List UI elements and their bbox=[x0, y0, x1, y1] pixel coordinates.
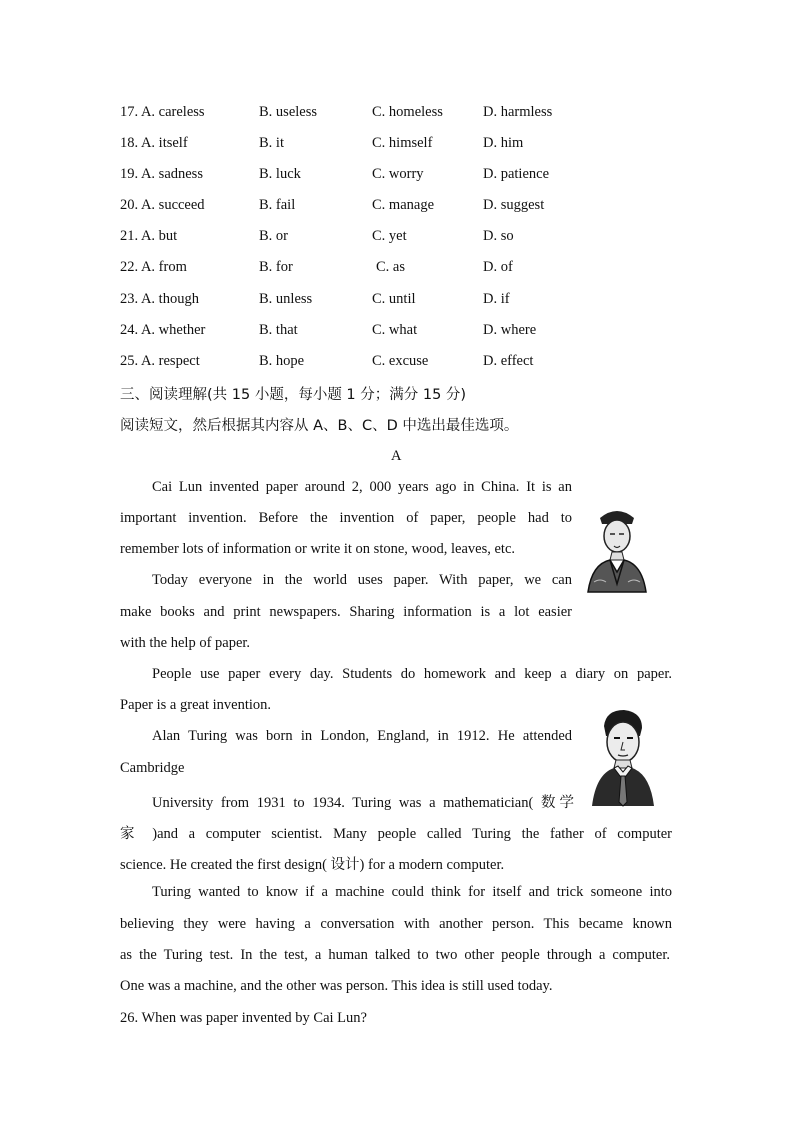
option-a: 21. A. but bbox=[120, 228, 178, 244]
passage-line: make books and print newspapers. Sharing information is a lot easier bbox=[120, 604, 572, 620]
passage-line: as the Turing test. In the test, a human talked to two other people through a computer. bbox=[120, 947, 670, 963]
option-c: C. homeless bbox=[372, 104, 443, 120]
cai-lun-portrait bbox=[584, 502, 650, 594]
option-b: B. or bbox=[259, 228, 288, 244]
option-a: 17. A. careless bbox=[120, 104, 205, 120]
passage-line: Cai Lun invented paper around 2, 000 years ago in China. It is an bbox=[152, 479, 572, 495]
option-c: C. as bbox=[376, 259, 405, 275]
option-a: 22. A. from bbox=[120, 259, 187, 275]
passage-line: believing they were having a conversation with another person. This became known bbox=[120, 916, 672, 932]
option-a: 20. A. succeed bbox=[120, 197, 205, 213]
option-d: D. suggest bbox=[483, 197, 545, 213]
option-d: D. him bbox=[483, 135, 524, 151]
option-b: B. luck bbox=[259, 166, 301, 182]
passage-line: science. He created the first design( 设计) for a modern computer. bbox=[120, 857, 505, 873]
passage-line: important invention. Before the invention of paper, people had to bbox=[120, 510, 572, 526]
option-d: D. so bbox=[483, 228, 514, 244]
option-d: D. effect bbox=[483, 353, 534, 369]
option-b: B. for bbox=[259, 259, 293, 275]
option-a: 24. A. whether bbox=[120, 322, 206, 338]
passage-line: Cambridge bbox=[120, 760, 185, 776]
option-a: 19. A. sadness bbox=[120, 166, 203, 182]
option-a: 25. A. respect bbox=[120, 353, 200, 369]
passage-line: Today everyone in the world uses paper. With paper, we can bbox=[152, 572, 572, 588]
option-c: C. excuse bbox=[372, 353, 429, 369]
passage-line: People use paper every day. Students do homework and keep a diary on paper. bbox=[152, 666, 672, 682]
section-title: 三、阅读理解(共 15 小题，每小题 1 分；满分 15 分) bbox=[120, 387, 467, 403]
option-d: D. if bbox=[483, 291, 510, 307]
passage-line: Alan Turing was born in London, England, in 1912. He attended bbox=[152, 728, 572, 744]
option-b: B. fail bbox=[259, 197, 296, 213]
option-c: C. what bbox=[372, 322, 418, 338]
passage-line: One was a machine, and the other was person. This idea is still used today. bbox=[120, 978, 553, 994]
option-b: B. unless bbox=[259, 291, 313, 307]
option-d: D. of bbox=[483, 259, 513, 275]
option-d: D. patience bbox=[483, 166, 550, 182]
alan-turing-portrait bbox=[590, 706, 656, 808]
passage-label: A bbox=[391, 448, 402, 464]
passage-line: Turing wanted to know if a machine could think for itself and trick someone into bbox=[152, 884, 672, 900]
passage-line: Paper is a great invention. bbox=[120, 697, 271, 713]
option-b: B. it bbox=[259, 135, 284, 151]
option-c: C. manage bbox=[372, 197, 435, 213]
option-a: 18. A. itself bbox=[120, 135, 188, 151]
option-d: D. where bbox=[483, 322, 537, 338]
option-b: B. useless bbox=[259, 104, 317, 120]
option-c: C. until bbox=[372, 291, 416, 307]
option-c: C. worry bbox=[372, 166, 424, 182]
passage-line: 家 )and a computer scientist. Many people called Turing the father of computer bbox=[120, 826, 672, 842]
passage-line: remember lots of information or write it on stone, wood, leaves, etc. bbox=[120, 541, 516, 557]
question-26: 26. When was paper invented by Cai Lun? bbox=[120, 1010, 367, 1026]
option-c: C. yet bbox=[372, 228, 407, 244]
section-instruction: 阅读短文，然后根据其内容从 A、B、C、D 中选出最佳选项。 bbox=[120, 418, 519, 434]
passage-line: University from 1931 to 1934. Turing was a mathematician( 数学 bbox=[152, 795, 574, 811]
passage-line: with the help of paper. bbox=[120, 635, 251, 651]
option-a: 23. A. though bbox=[120, 291, 199, 307]
option-b: B. that bbox=[259, 322, 298, 338]
option-c: C. himself bbox=[372, 135, 433, 151]
option-d: D. harmless bbox=[483, 104, 553, 120]
option-b: B. hope bbox=[259, 353, 305, 369]
